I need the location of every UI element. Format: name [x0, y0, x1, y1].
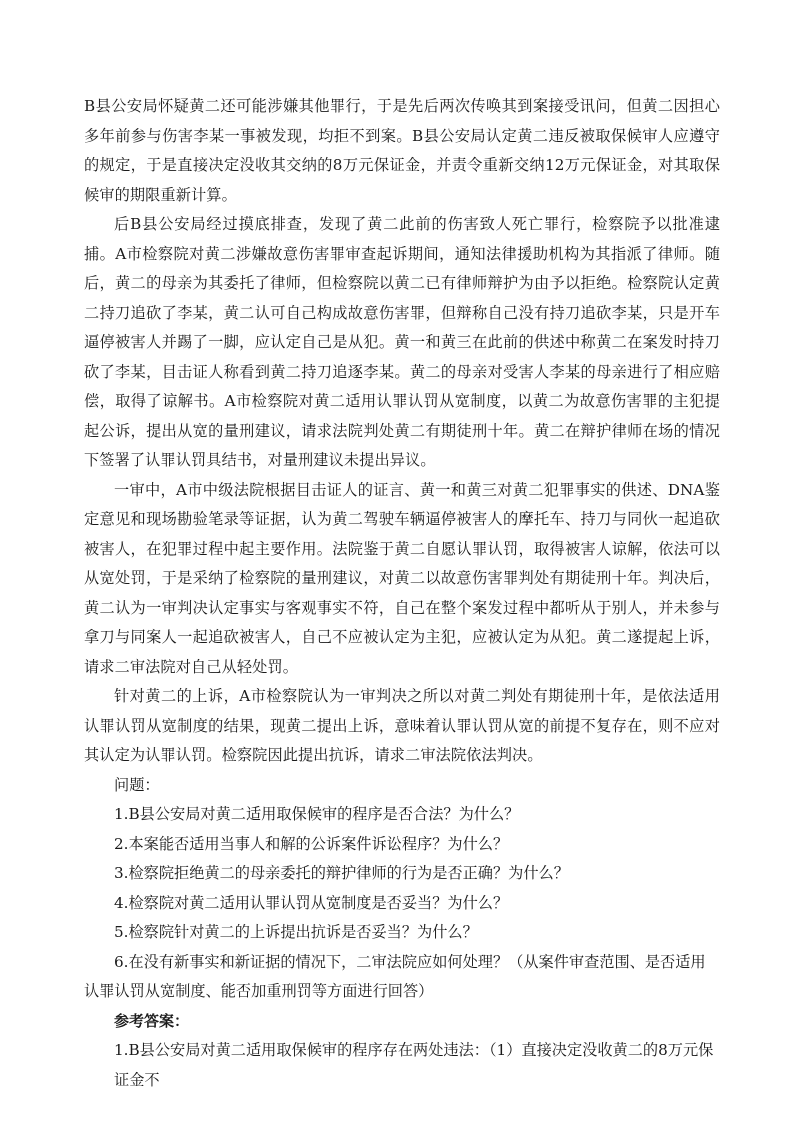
paragraph-1: B县公安局怀疑黄二还可能涉嫌其他罪行，于是先后两次传唤其到案接受讯问，但黄二因担心多年前参与伤害李某一事被发现，均拒不到案。B县公安局认定黄二违反被取保候审人应遵守的规定，于是直接决定没收其交纳的8万元保证金，并责令重新交纳12万元保证金，对其取保候审的期限重新计算。: [84, 97, 720, 204]
question-4: 4.检察院对黄二适用认罪认罚从宽制度是否妥当？为什么？: [114, 893, 509, 912]
questions-label: 问题：: [114, 775, 160, 794]
document-body: [84, 92, 720, 1095]
question-1: 1.B县公安局对黄二适用取保候审的程序是否合法？为什么？: [114, 805, 520, 823]
question-6: 6.在没有新事实和新证据的情况下，二审法院应如何处理？（从案件审查范围、是否适用认罪认罚从宽制度、能否加重刑罚等方面进行回答）: [84, 952, 706, 1000]
paragraph-3: 一审中，A市中级法院根据目击证人的证言、黄一和黄三对黄二犯罪事实的供述、DNA鉴定意见和现场勘验笔录等证据，认为黄二驾驶车辆逼停被害人的摩托车、持刀与同伙一起追砍被害人，在犯罪过程中起主要作用。法院鉴于黄二自愿认罪认罚，取得被害人谅解，依法可以从宽处罚，于是采纳了检察院的量刑建议，对黄二以故意伤害罪判处有期徒刑十年。判决后，黄二认为一审判决认定事实与客观事实不符，自己在整个案发过程中都听从于别人，并未参与拿刀与同案人一起追砍被害人，自己不应被认定为主犯，应被认定为从犯。黄二遂提起上诉，请求二审法院对自己从轻处罚。: [84, 480, 720, 676]
question-5: 5.检察院针对黄二的上诉提出抗诉是否妥当？为什么？: [114, 923, 478, 941]
answer-heading: 参考答案：: [114, 1011, 190, 1030]
question-2: 2.本案能否适用当事人和解的公诉案件诉讼程序？为什么？: [114, 834, 509, 853]
paragraph-2: 后B县公安局经过摸底排查，发现了黄二此前的伤害致人死亡罪行，检察院予以批准逮捕。A市检察院对黄二涉嫌故意伤害罪审查起诉期间，通知法律援助机构为其指派了律师。随后，黄二的母亲为其委托了律师，但检察院以黄二已有律师辩护为由予以拒绝。检察院认定黄二持刀追砍了李某，黄二认可自己构成故意伤害罪，但辩称自己没有持刀追砍李某，只是开车逼停被害人并踢了一脚，应认定自己是从犯。黄一和黄三在此前的供述中称黄二在案发时持刀砍了李某，目击证人称看到黄二持刀追逐李某。黄二的母亲对受害人李某的母亲进行了相应赔偿，取得了谅解书。A市检察院对黄二适用认罪认罚从宽制度，以黄二为故意伤害罪的主犯提起公诉，提出从宽的量刑建议，请求法院判处黄二有期徒刑十年。黄二在辩护律师在场的情况下签署了认罪认罚具结书，对量刑建议未提出异议。: [84, 215, 720, 469]
answer-1: 1.B县公安局对黄二适用取保候审的程序存在两处违法：（1）直接决定没收黄二的8万元保证金不: [114, 1041, 714, 1089]
question-3: 3.检察院拒绝黄二的母亲委托的辩护律师的行为是否正确？为什么？: [114, 864, 569, 882]
paragraph-4: 针对黄二的上诉，A市检察院认为一审判决之所以对黄二判处有期徒刑十年，是依法适用认罪认罚从宽制度的结果，现黄二提出上诉，意味着认罪认罚从宽的前提不复存在，则不应对其认定为认罪认罚。检察院因此提出抗诉，请求二审法院依法判决。: [84, 687, 720, 764]
